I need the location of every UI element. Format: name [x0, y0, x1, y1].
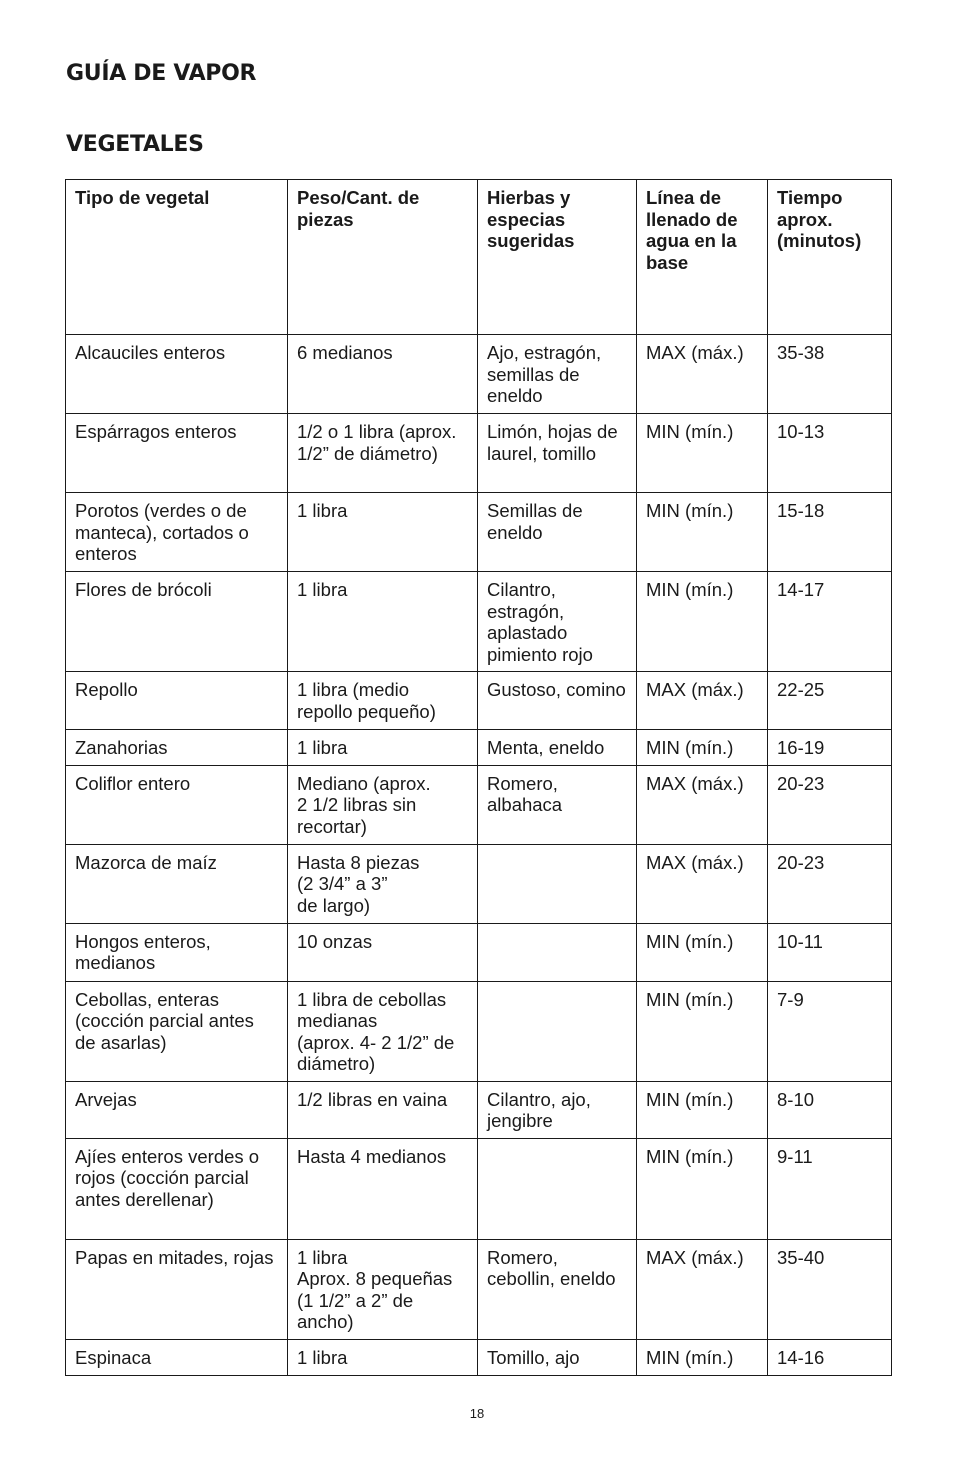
cell-time: 35-38: [768, 335, 892, 414]
cell-weight: 1 libra de cebollas medianas (aprox. 4- 2 1/2” de diámetro): [288, 981, 478, 1081]
table-header-row: [66, 180, 892, 335]
cell-vegetable: Alcauciles enteros: [66, 335, 288, 414]
cell-vegetable: Ajíes enteros verdes o rojos (cocción parcial antes derellenar): [66, 1138, 288, 1239]
cell-weight: 1 libra Aprox. 8 pequeñas (1 1/2” a 2” de ancho): [288, 1239, 478, 1339]
cell-weight: 1 libra: [288, 572, 478, 672]
cell-weight: 6 medianos: [288, 335, 478, 414]
cell-water-line: MIN (mín.): [637, 1138, 768, 1239]
cell-water-line: MAX (máx.): [637, 335, 768, 414]
cell-herbs: [478, 923, 637, 981]
page-title: GUÍA DE VAPOR: [66, 61, 257, 86]
cell-weight: 1 libra: [288, 1339, 478, 1375]
cell-herbs: Tomillo, ajo: [478, 1339, 637, 1375]
table-row: [66, 1081, 892, 1138]
cell-water-line: MAX (máx.): [637, 672, 768, 730]
cell-time: 10-11: [768, 923, 892, 981]
cell-time: 9-11: [768, 1138, 892, 1239]
header-vegetable-type: Tipo de vegetal: [66, 180, 288, 335]
cell-weight: 1/2 o 1 libra (aprox. 1/2” de diámetro): [288, 414, 478, 493]
cell-time: 20-23: [768, 765, 892, 844]
table-row: [66, 493, 892, 572]
cell-vegetable: Coliflor entero: [66, 765, 288, 844]
table-row: [66, 335, 892, 414]
table-row: [66, 730, 892, 766]
cell-vegetable: Cebollas, enteras (cocción parcial antes de asarlas): [66, 981, 288, 1081]
cell-vegetable: Flores de brócoli: [66, 572, 288, 672]
cell-water-line: MAX (máx.): [637, 1239, 768, 1339]
header-weight-quantity: Peso/Cant. de piezas: [288, 180, 478, 335]
cell-vegetable: Hongos enteros, medianos: [66, 923, 288, 981]
cell-vegetable: Porotos (verdes o de manteca), cortados o enteros: [66, 493, 288, 572]
cell-time: 7-9: [768, 981, 892, 1081]
cell-time: 10-13: [768, 414, 892, 493]
cell-water-line: MIN (mín.): [637, 493, 768, 572]
cell-weight: Hasta 8 piezas (2 3/4” a 3” de largo): [288, 844, 478, 923]
cell-time: 14-17: [768, 572, 892, 672]
cell-herbs: Romero, albahaca: [478, 765, 637, 844]
cell-weight: 1 libra: [288, 730, 478, 766]
cell-water-line: MIN (mín.): [637, 1081, 768, 1138]
cell-vegetable: Repollo: [66, 672, 288, 730]
table-row: [66, 844, 892, 923]
cell-water-line: MIN (mín.): [637, 923, 768, 981]
cell-vegetable: Mazorca de maíz: [66, 844, 288, 923]
cell-herbs: Limón, hojas de laurel, tomillo: [478, 414, 637, 493]
table-row: [66, 1138, 892, 1239]
table-row: [66, 765, 892, 844]
table-row: [66, 414, 892, 493]
table-row: [66, 923, 892, 981]
cell-herbs: Romero, cebollin, eneldo: [478, 1239, 637, 1339]
cell-weight: 10 onzas: [288, 923, 478, 981]
cell-vegetable: Espinaca: [66, 1339, 288, 1375]
cell-vegetable: Papas en mitades, rojas: [66, 1239, 288, 1339]
cell-water-line: MAX (máx.): [637, 765, 768, 844]
cell-herbs: Gustoso, comino: [478, 672, 637, 730]
cell-herbs: Cilantro, estragón, aplastado pimiento rojo: [478, 572, 637, 672]
cell-vegetable: Arvejas: [66, 1081, 288, 1138]
cell-time: 14-16: [768, 1339, 892, 1375]
section-title: VEGETALES: [66, 132, 204, 157]
cell-time: 22-25: [768, 672, 892, 730]
table-row: [66, 1239, 892, 1339]
header-herbs-spices: Hierbas y especias sugeridas: [478, 180, 637, 335]
cell-herbs: [478, 844, 637, 923]
table-row: [66, 1339, 892, 1375]
cell-herbs: [478, 981, 637, 1081]
page-number: 18: [469, 1406, 485, 1421]
cell-water-line: MIN (mín.): [637, 1339, 768, 1375]
cell-time: 15-18: [768, 493, 892, 572]
cell-weight: 1 libra (medio repollo pequeño): [288, 672, 478, 730]
cell-herbs: [478, 1138, 637, 1239]
cell-water-line: MIN (mín.): [637, 414, 768, 493]
cell-time: 35-40: [768, 1239, 892, 1339]
cell-water-line: MAX (máx.): [637, 844, 768, 923]
cell-time: 20-23: [768, 844, 892, 923]
cell-water-line: MIN (mín.): [637, 730, 768, 766]
header-approx-time: Tiempo aprox. (minutos): [768, 180, 892, 335]
cell-time: 16-19: [768, 730, 892, 766]
steam-guide-table: [65, 179, 892, 1376]
cell-water-line: MIN (mín.): [637, 981, 768, 1081]
cell-weight: 1/2 libras en vaina: [288, 1081, 478, 1138]
table-row: [66, 981, 892, 1081]
cell-weight: 1 libra: [288, 493, 478, 572]
cell-herbs: Semillas de eneldo: [478, 493, 637, 572]
header-water-fill-line: Línea de llenado de agua en la base: [637, 180, 768, 335]
cell-weight: Hasta 4 medianos: [288, 1138, 478, 1239]
cell-herbs: Menta, eneldo: [478, 730, 637, 766]
cell-vegetable: Zanahorias: [66, 730, 288, 766]
cell-herbs: Ajo, estragón, semillas de eneldo: [478, 335, 637, 414]
cell-herbs: Cilantro, ajo, jengibre: [478, 1081, 637, 1138]
cell-weight: Mediano (aprox. 2 1/2 libras sin recortar): [288, 765, 478, 844]
table-row: [66, 572, 892, 672]
cell-water-line: MIN (mín.): [637, 572, 768, 672]
cell-time: 8-10: [768, 1081, 892, 1138]
table-row: [66, 672, 892, 730]
cell-vegetable: Espárragos enteros: [66, 414, 288, 493]
